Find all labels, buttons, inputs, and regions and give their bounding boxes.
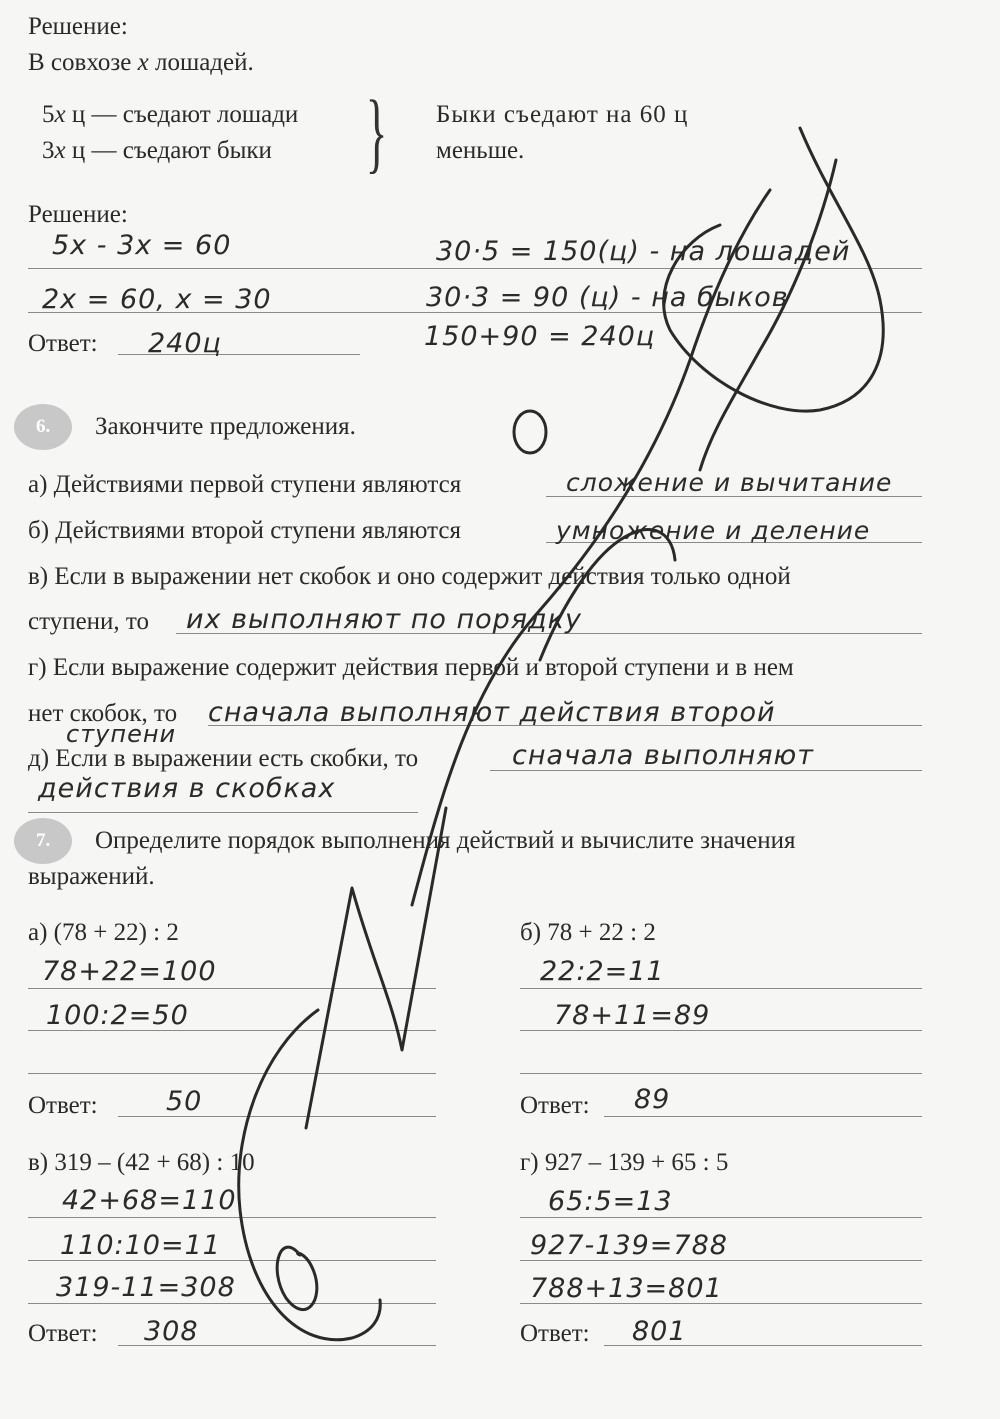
item-d-text-1: г) Если выражение содержит действия первой и второй ступени и в нем: [28, 654, 794, 681]
scrawl-stroke: [540, 530, 675, 660]
hw-step-b-2: 78+11=89: [554, 1000, 711, 1031]
hw-answer-c: 308: [144, 1316, 199, 1347]
item-a-text: а) Действиями первой ступени являются: [28, 471, 462, 498]
expr-b: б) 78 + 22 : 2: [520, 919, 656, 946]
hw-equation-1: 5x - 3x = 60: [52, 230, 232, 261]
hw-step-a-2: 100:2=50: [46, 1000, 189, 1031]
task-number: 6.: [36, 416, 51, 437]
horses-coef: 5: [42, 101, 55, 128]
item-c-text-1: в) Если в выражении нет скобок и оно содержит действия только одной: [28, 563, 791, 590]
hw-answer-b: 89: [634, 1084, 671, 1115]
item-b-answer: умножение и деление: [556, 516, 871, 545]
hw-answer-d: 801: [632, 1316, 687, 1347]
hw-step-d-3: 788+13=801: [530, 1273, 723, 1304]
bulls-var: x: [54, 137, 66, 164]
scrawl-stroke: [239, 1010, 381, 1340]
item-d-answer-2: ступени: [66, 720, 177, 748]
scrawl-stroke: [664, 128, 884, 411]
horses-text: ц — съедают лошади: [65, 101, 299, 128]
scrawl-stroke: [700, 160, 836, 470]
intro-prefix: В совхозе: [28, 49, 138, 76]
bulls-text: ц — съедают быки: [65, 137, 272, 164]
scrawl-stroke: [277, 1247, 317, 1309]
answer-label: Ответ:: [28, 330, 98, 357]
item-a-answer: сложение и вычитание: [566, 468, 893, 497]
answer-label-a: Ответ:: [28, 1092, 98, 1119]
hw-step-b-1: 22:2=11: [540, 956, 665, 987]
item-e-text: д) Если в выражении есть скобки, то: [28, 745, 419, 772]
item-b-text: б) Действиями второй ступени являются: [28, 517, 461, 544]
task-number: 7.: [36, 830, 51, 851]
intro-variable: x: [137, 49, 149, 76]
task-title: Закончите предложения.: [95, 413, 356, 440]
condition-note-2: меньше.: [436, 137, 525, 164]
hw-step-c-3: 319-11=308: [56, 1272, 236, 1303]
solution-heading: Решение:: [28, 13, 128, 40]
task-title-2: выражений.: [28, 863, 155, 890]
hw-step-a-1: 78+22=100: [42, 956, 217, 987]
hw-calc-1: 30·5 = 150(ц) - на лошадей: [436, 236, 851, 267]
solution-label: Решение:: [28, 201, 128, 228]
hw-calc-2: 30·3 = 90 (ц) - на быков: [426, 282, 789, 313]
item-d-answer-1: сначала выполняют действия второй: [208, 697, 776, 728]
expr-a: а) (78 + 22) : 2: [28, 919, 179, 946]
item-c-text-2: ступени, то: [28, 608, 150, 635]
item-e-answer-1: сначала выполняют: [512, 740, 814, 771]
hw-step-c-1: 42+68=110: [62, 1185, 237, 1216]
intro-suffix: лошадей.: [148, 49, 254, 76]
horses-var: x: [54, 101, 66, 128]
answer-label-c: Ответ:: [28, 1320, 98, 1347]
hw-step-d-1: 65:5=13: [548, 1186, 673, 1217]
hw-calc-3: 150+90 = 240ц: [424, 321, 656, 352]
curly-brace: }: [365, 83, 388, 182]
item-d-text-2: нет скобок, то: [28, 700, 178, 727]
scrawl-stroke: [412, 190, 770, 905]
scrawl-stroke: [514, 411, 546, 453]
hw-answer: 240ц: [148, 328, 222, 359]
condition-note-1: Быки съедают на 60 ц: [436, 101, 689, 128]
hw-step-d-2: 927-139=788: [530, 1230, 728, 1261]
expr-d: г) 927 – 139 + 65 : 5: [520, 1149, 729, 1176]
hw-equation-2: 2x = 60, x = 30: [42, 284, 272, 315]
answer-label-b: Ответ:: [520, 1092, 590, 1119]
hw-answer-a: 50: [166, 1086, 203, 1117]
task-title-1: Определите порядок выполнения действий и вычислите значения: [95, 827, 796, 854]
answer-label-d: Ответ:: [520, 1320, 590, 1347]
bulls-coef: 3: [42, 137, 55, 164]
item-c-answer: их выполняют по порядку: [186, 604, 582, 635]
expr-c: в) 319 – (42 + 68) : 10: [28, 1149, 255, 1176]
hw-step-c-2: 110:10=11: [60, 1230, 221, 1261]
item-e-answer-2: действия в скобках: [38, 773, 336, 804]
